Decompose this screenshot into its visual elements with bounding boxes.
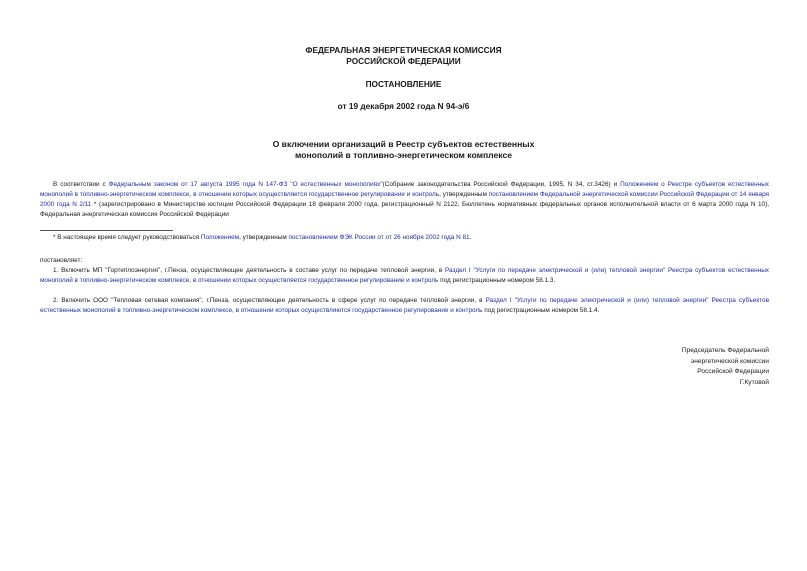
signature-name: Г.Кутовой — [739, 378, 769, 386]
registry-regulation-link[interactable]: Положением о Реестре субъектов естественных монополий в топливно-энергетическом комплексе, в отношении которых осуществляется государственное регулирование и контроль — [40, 181, 769, 198]
signature-block — [682, 346, 769, 388]
footnote-regulation-link[interactable]: Положением — [200, 234, 240, 241]
fek-resolution-link[interactable]: постановлением Федеральной энергетической комиссии Российской Федерации от 14 января 2000 года N 2/11 — [40, 191, 770, 208]
decree-item-1: 1. Включить МП "Гортеплоэнергия", г.Пенза, осуществляющее деятельность в составе услуг по передаче тепловой энергии, в Раздел I "Услуги по передаче электрической и (или) тепловой энергии" Реестра субъектов естественных монополий в топливно-энергетическом комплексе, в отношении которых осуществляется государственное регулирование и контроль под регистрационным номером 58.1.3. — [40, 267, 770, 284]
intro-paragraph: В соответствии с Федеральным законом от 17 августа 1995 года N 147-ФЗ "О естественных монополиях"(Собрание законодательства Российской Федерации, 1995, N 34, ст.3426) и Положением о Реестре субъектов естественных монополий в топливно-энергетическом комплексе, в отношении которых осуществляется государственное регулирование и контроль, утвержденным постановлением Федеральной энергетической комиссии Российской Федерации от 14 января 2000 года N 2/11 * (зарегистрировано в Министерстве юстиции Российской Федерации 18 февраля 2000 года, регистрационный N 2122, Бюллетень нормативных федеральных органов исполнительной власти от 6 марта 2000 года N 10), Федеральная энергетическая комиссия Российской Федерации — [40, 181, 770, 218]
subject-line1: О включении организаций в Реестр субъектов естественных — [272, 139, 535, 149]
issuer-title-line2: РОССИЙСКОЙ ФЕДЕРАЦИИ — [346, 56, 461, 66]
decree-item-2: 2. Включить ООО "Тепловая сетевая компания", г.Пенза, осуществляющее деятельность в сфере услуг по передаче тепловой энергии, в Раздел I "Услуги по передаче электрической и (или) тепловой энергии" Реестра субъектов естественных монополий в топливно-энергетическом комплексе, в отношении которых осуществляются государственное регулирование и контроль под регистрационным номером 58.1.4. — [40, 297, 770, 314]
footnote-resolution-link[interactable]: постановлением ФЭК России от от 26 ноября 2002 года N 81 — [288, 234, 470, 241]
federal-law-link[interactable]: Федеральным законом от 17 августа 1995 года N 147-ФЗ "О естественных монополиях" — [108, 181, 383, 188]
signature-line1: Председатель Федеральной — [681, 347, 769, 354]
signature-line3: Российской Федерации — [697, 368, 769, 376]
item2-registry-section-link[interactable]: Раздел I "Услуги по передаче электрической и (или) тепловой энергии" Реестра субъектов естественных монополий в топливно-энергетическом комплексе, в отношении которых осуществляются государственное регулирование и контроль — [40, 297, 770, 314]
issuer-title-line1: ФЕДЕРАЛЬНАЯ ЭНЕРГЕТИЧЕСКАЯ КОМИССИЯ — [305, 45, 502, 55]
item1-registry-section-link[interactable]: Раздел I "Услуги по передаче электрической и (или) тепловой энергии" Реестра субъектов естественных монополий в топливно-энергетическом комплексе, в отношении которых осуществляется государственное регулирование и контроль — [40, 267, 770, 284]
document-type: ПОСТАНОВЛЕНИЕ — [365, 79, 442, 89]
subject-line2: монополий в топливно-энергетическом комплексе — [294, 150, 513, 160]
document-date: от 19 декабря 2002 года N 94-э/6 — [337, 101, 470, 111]
signature-line2: энергетической комиссии — [690, 357, 769, 365]
footnote-divider — [40, 230, 173, 231]
decree-word: постановляет: — [40, 257, 83, 264]
footnote: * В настоящее время следует руководствоваться Положением, утвержденным постановлением ФЭК России от от 26 ноября 2002 года N 81. — [53, 234, 472, 241]
